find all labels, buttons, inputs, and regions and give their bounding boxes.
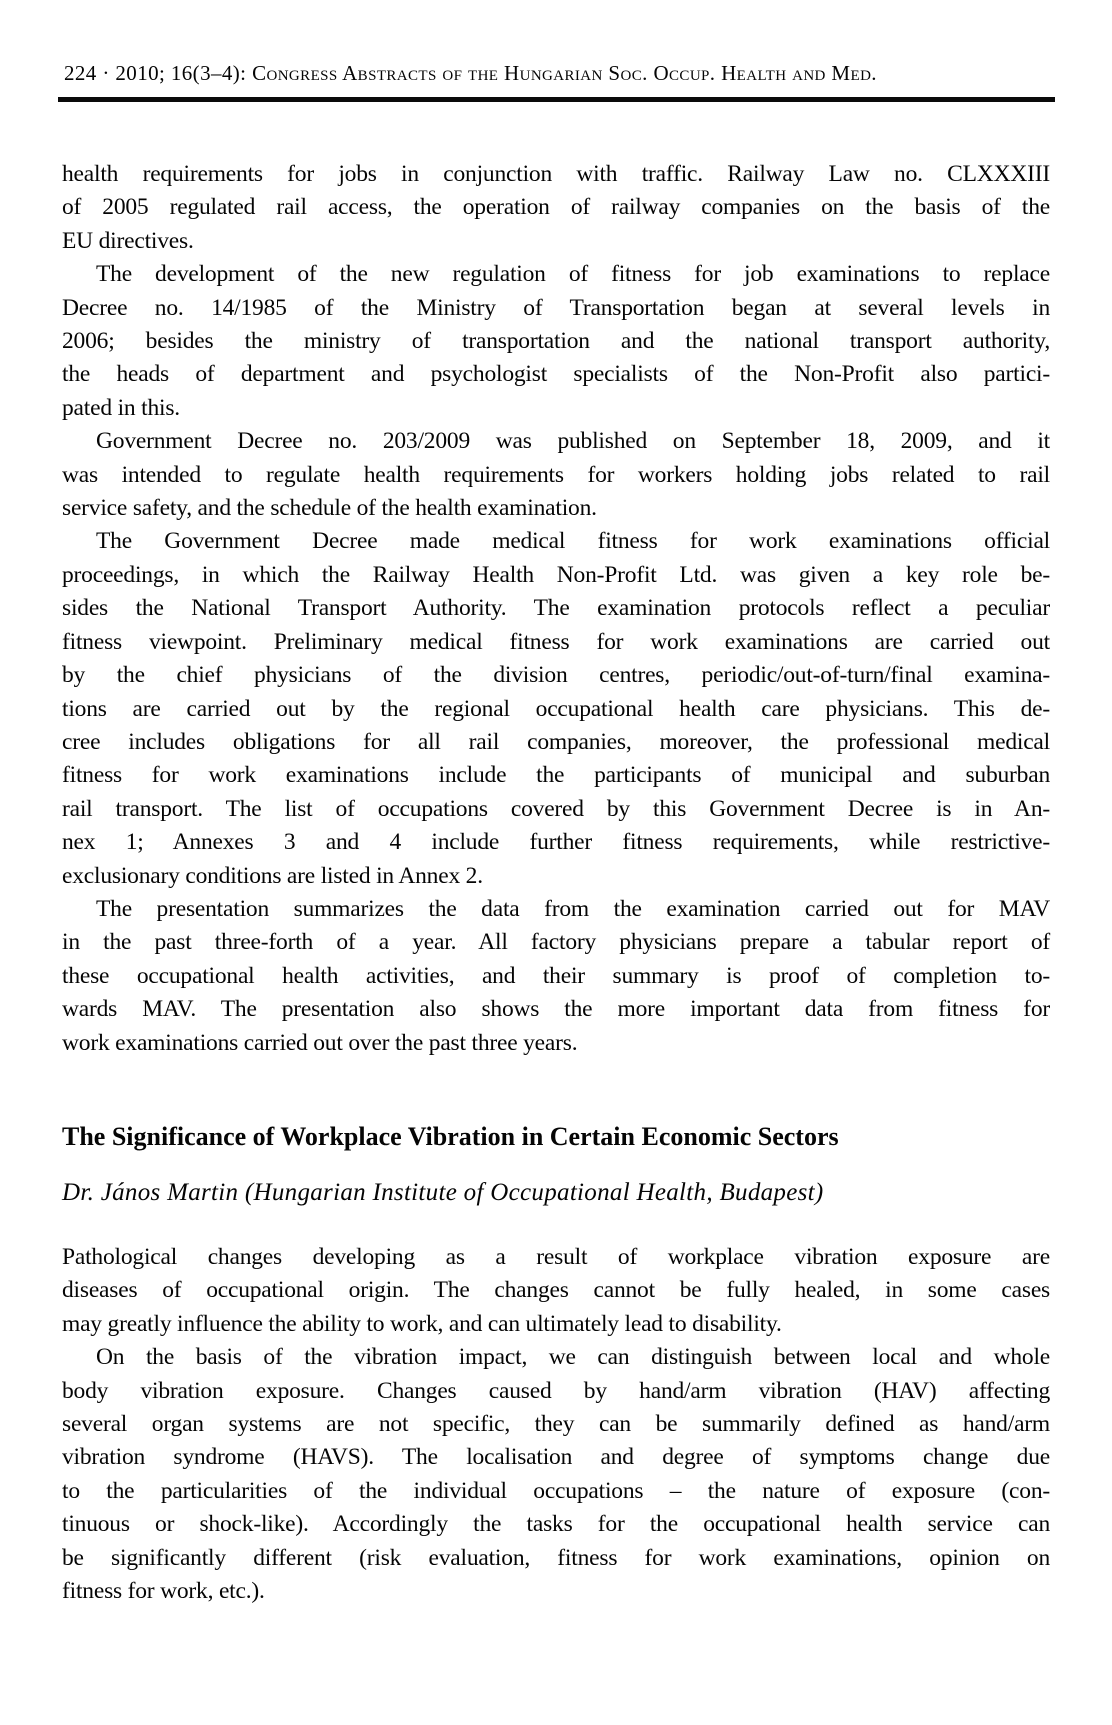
text-line: service safety, and the schedule of the health examination. [62,495,597,522]
abstract-body-second [62,1241,1050,1608]
text-line: nex 1; Annexes 3 and 4 include further fitness requirements, while restrictive- [62,829,1050,856]
abstract-author: Dr. János Martin (Hungarian Institute of Occupational Health, Budapest) [62,1179,824,1206]
text-line: health requirements for jobs in conjunction with traffic. Railway Law no. CLXXXIII [62,161,1050,187]
text-line: The presentation summarizes the data from the examination carried out for MAV [96,895,1050,922]
text-line: body vibration exposure. Changes caused by hand/arm vibration (HAV) affecting [62,1377,1050,1404]
text-line: fitness for work examinations include the participants of municipal and suburban [62,762,1050,789]
text-line: Government Decree no. 203/2009 was published on September 18, 2009, and it [96,428,1050,455]
text-line: 2006; besides the ministry of transportation and the national transport authority, [62,328,1050,355]
text-line: these occupational health activities, and their summary is proof of completion to- [62,962,1050,989]
text-line: the heads of department and psychologist specialists of the Non-Profit also partici- [62,361,1050,388]
abstract-body-first [62,158,1050,1060]
text-line: in the past three-forth of a year. All factory physicians prepare a tabular report of [62,929,1050,956]
text-line: proceedings, in which the Railway Health Non-Profit Ltd. was given a key role be- [62,561,1050,588]
text-line: was intended to regulate health requirements for workers holding jobs related to rail [62,461,1050,488]
text-line: fitness viewpoint. Preliminary medical fitness for work examinations are carried out [62,628,1050,655]
running-header [64,60,1054,86]
text-line: fitness for work, etc.). [62,1578,265,1605]
header-rule [58,97,1055,102]
text-line: cree includes obligations for all rail companies, moreover, the professional medical [62,728,1050,755]
header-journal-title: Congress Abstracts of the Hungarian Soc. Occup. Health and Med. [252,61,877,85]
abstract-heading: The Significance of Workplace Vibration in Certain Economic Sectors [62,1122,839,1151]
text-line: EU directives. [62,227,194,254]
text-line: by the chief physicians of the division centres, periodic/out-of-turn/final examina- [62,662,1050,689]
text-line: of 2005 regulated rail access, the operation of railway companies on the basis of the [62,194,1050,221]
text-line: pated in this. [62,394,180,421]
text-line: exclusionary conditions are listed in Annex 2. [62,862,483,889]
text-line: may greatly influence the ability to work, and can ultimately lead to disability. [62,1310,782,1337]
text-line: to the particularities of the individual occupations – the nature of exposure (con- [62,1477,1050,1504]
text-line: work examinations carried out over the past three years. [62,1029,578,1056]
text-line: be significantly different (risk evaluation, fitness for work examinations, opinion on [62,1544,1050,1571]
text-line: Decree no. 14/1985 of the Ministry of Transportation began at several levels in [62,294,1050,321]
text-line: Pathological changes developing as a result of workplace vibration exposure are [62,1244,1050,1270]
text-line: several organ systems are not specific, they can be summarily defined as hand/arm [62,1411,1050,1438]
header-page-info: 224 · 2010; 16(3–4): [64,61,253,85]
text-line: tions are carried out by the regional occupational health care physicians. This de- [62,695,1050,722]
text-line: rail transport. The list of occupations covered by this Government Decree is in An- [62,795,1050,822]
text-line: tinuous or shock-like). Accordingly the tasks for the occupational health service can [62,1511,1050,1538]
text-line: vibration syndrome (HAVS). The localisation and degree of symptoms change due [62,1444,1050,1471]
text-line: wards MAV. The presentation also shows the more important data from fitness for [62,996,1050,1023]
text-line: On the basis of the vibration impact, we can distinguish between local and whole [96,1344,1050,1371]
text-line: diseases of occupational origin. The changes cannot be fully healed, in some cases [62,1277,1050,1304]
text-line: The Government Decree made medical fitness for work examinations official [96,528,1050,555]
text-line: The development of the new regulation of fitness for job examinations to replace [96,261,1050,288]
text-line: sides the National Transport Authority. The examination protocols reflect a peculiar [62,595,1050,622]
